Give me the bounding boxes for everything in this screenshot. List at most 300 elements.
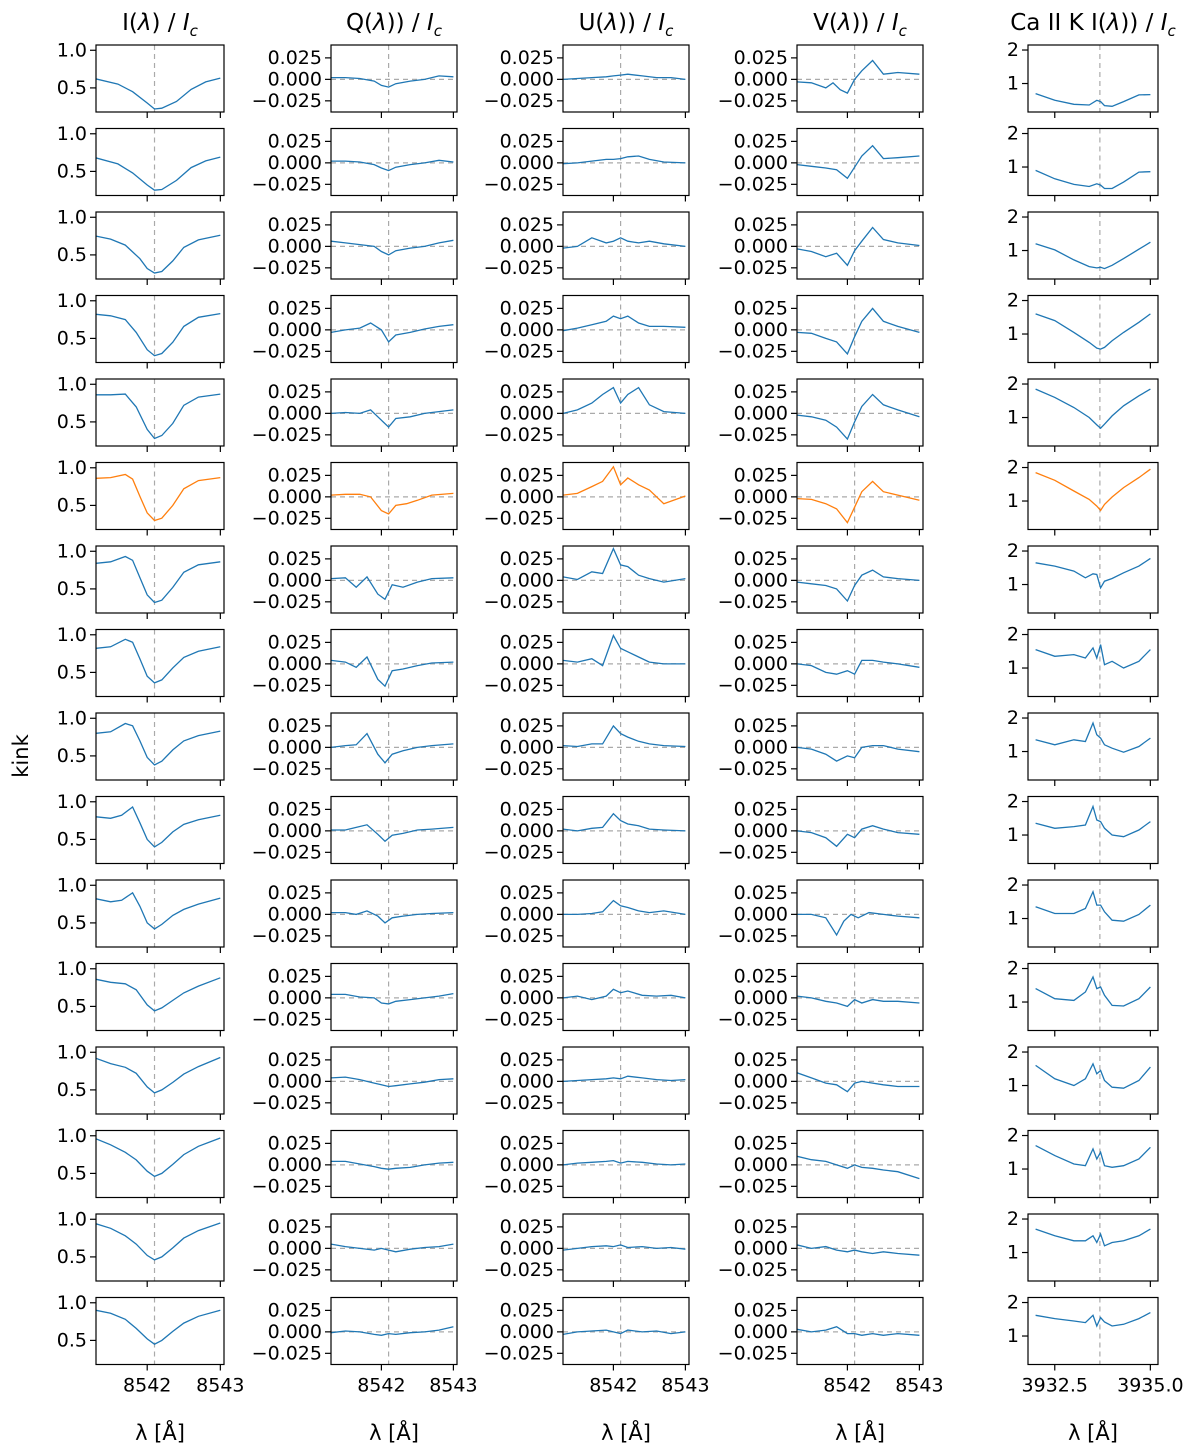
panel-frame <box>797 964 923 1031</box>
y-tick-label: 0.000 <box>733 1320 788 1343</box>
panel-frame <box>96 964 224 1031</box>
y-tick-label: −0.025 <box>483 924 554 947</box>
panel-2-9 <box>484 797 689 870</box>
y-tick-label: 0.025 <box>733 547 788 570</box>
panel-4-8 <box>1007 707 1158 786</box>
panel-4-0 <box>1007 39 1158 118</box>
y-tick-label: 0.025 <box>267 714 322 737</box>
y-tick-label: 0.000 <box>499 652 554 675</box>
y-tick-label: 0.5 <box>56 1162 87 1185</box>
y-tick-label: 2 <box>1006 373 1019 396</box>
y-tick-label: 0.000 <box>267 235 322 258</box>
y-tick-label: 2 <box>1006 39 1019 62</box>
y-tick-label: −0.025 <box>483 256 554 279</box>
series-line <box>96 557 220 603</box>
panel-3-2 <box>718 212 923 285</box>
panel-3-5 <box>718 463 923 536</box>
panel-0-14 <box>57 1208 224 1287</box>
y-tick-label: −0.025 <box>717 173 788 196</box>
panel-frame <box>331 1047 457 1114</box>
panel-4-7 <box>1007 624 1158 703</box>
panel-1-8 <box>252 713 457 786</box>
series-line <box>563 901 685 915</box>
panel-4-1 <box>1007 123 1158 202</box>
y-tick-label: 1.0 <box>56 874 87 897</box>
y-tick-label: −0.025 <box>717 841 788 864</box>
y-tick-label: 0.000 <box>499 569 554 592</box>
y-tick-label: 2 <box>1006 623 1019 646</box>
y-tick-label: 0.000 <box>499 235 554 258</box>
y-tick-label: −0.025 <box>251 1258 322 1281</box>
y-tick-label: 0.000 <box>733 318 788 341</box>
panel-frame <box>797 45 923 112</box>
panel-3-13 <box>718 1131 923 1204</box>
panel-2-7 <box>484 630 689 703</box>
panel-frame <box>797 296 923 363</box>
y-tick-label: −0.025 <box>717 1342 788 1365</box>
y-tick-label: 0.5 <box>56 327 87 350</box>
panel-0-8 <box>57 707 224 786</box>
series-line <box>331 825 453 841</box>
y-tick-label: 0.000 <box>733 652 788 675</box>
panel-frame <box>797 129 923 196</box>
panel-4-9 <box>1007 791 1158 870</box>
y-tick-label: 0.000 <box>267 1320 322 1343</box>
panel-1-3 <box>252 296 457 369</box>
series-line <box>96 639 220 683</box>
y-tick-label: 0.025 <box>267 547 322 570</box>
panel-1-2 <box>252 212 457 285</box>
y-tick-label: −0.025 <box>717 1091 788 1114</box>
panel-frame <box>563 296 689 363</box>
y-tick-label: 0.000 <box>499 1070 554 1093</box>
panel-frame <box>1028 1298 1158 1365</box>
panel-2-11 <box>484 964 689 1037</box>
series-line <box>797 1327 919 1336</box>
panel-frame <box>96 296 224 363</box>
y-tick-label: 0.000 <box>733 736 788 759</box>
y-tick-label: 2 <box>1006 540 1019 563</box>
series-line <box>797 570 919 601</box>
panel-1-1 <box>252 129 457 202</box>
y-tick-label: 1.0 <box>56 1291 87 1314</box>
y-tick-label: 0.000 <box>733 151 788 174</box>
y-tick-label: −0.025 <box>717 89 788 112</box>
panel-frame <box>797 212 923 279</box>
series-line <box>563 726 685 747</box>
panel-2-1 <box>484 129 689 202</box>
panel-frame <box>797 880 923 947</box>
panel-3-4 <box>718 379 923 452</box>
panel-frame <box>563 546 689 613</box>
y-tick-label: 0.000 <box>733 485 788 508</box>
panel-frame <box>1028 964 1158 1031</box>
series-line <box>96 1058 220 1093</box>
x-tick-label: 8542 <box>823 1374 872 1397</box>
y-tick-label: 2 <box>1006 206 1019 229</box>
panel-3-15 <box>718 1298 944 1397</box>
series-line <box>563 388 685 414</box>
x-tick-label: 3932.5 <box>1021 1374 1089 1397</box>
panel-grid <box>57 39 1184 1396</box>
y-tick-label: 0.025 <box>267 46 322 69</box>
x-tick-label: 3935.0 <box>1117 1374 1184 1397</box>
y-tick-label: 0.000 <box>499 1237 554 1260</box>
panel-frame <box>96 1298 224 1365</box>
panel-frame <box>331 713 457 780</box>
y-tick-label: −0.025 <box>717 1258 788 1281</box>
y-tick-label: 2 <box>1006 707 1019 730</box>
y-tick-label: 0.000 <box>499 819 554 842</box>
y-tick-label: 0.000 <box>733 235 788 258</box>
y-tick-label: −0.025 <box>483 89 554 112</box>
y-tick-label: 0.5 <box>56 661 87 684</box>
panel-frame <box>96 463 224 530</box>
y-tick-label: 2 <box>1006 1041 1019 1064</box>
series-line <box>96 314 220 356</box>
panel-2-2 <box>484 212 689 285</box>
y-tick-label: 0.025 <box>267 380 322 403</box>
y-tick-label: −0.025 <box>483 340 554 363</box>
y-tick-label: 1 <box>1006 490 1019 513</box>
series-line <box>1036 1229 1151 1246</box>
y-tick-label: 0.000 <box>499 485 554 508</box>
y-tick-label: 1 <box>1006 573 1019 596</box>
y-tick-label: −0.025 <box>251 340 322 363</box>
series-line <box>331 410 453 427</box>
panel-frame <box>331 463 457 530</box>
x-tick-label: 8543 <box>196 1374 245 1397</box>
y-tick-label: 0.000 <box>499 1153 554 1176</box>
y-tick-label: 0.025 <box>499 547 554 570</box>
y-tick-label: 0.025 <box>499 297 554 320</box>
panel-frame <box>96 630 224 697</box>
y-tick-label: 0.000 <box>267 819 322 842</box>
series-line <box>797 1073 919 1092</box>
panel-4-5 <box>1007 457 1158 536</box>
y-tick-label: −0.025 <box>483 757 554 780</box>
x-axis-label: λ [Å] <box>135 1421 185 1445</box>
y-tick-label: 0.000 <box>499 986 554 1009</box>
y-tick-label: −0.025 <box>717 340 788 363</box>
series-line <box>563 467 685 504</box>
y-tick-label: 0.000 <box>499 318 554 341</box>
panel-0-5 <box>57 457 224 536</box>
y-tick-label: 2 <box>1006 874 1019 897</box>
series-line <box>1036 892 1151 922</box>
column-title: $Q(\lambda)) / I_c$ <box>345 10 443 40</box>
series-line <box>797 61 919 94</box>
y-tick-label: 0.025 <box>499 380 554 403</box>
panel-frame <box>563 463 689 530</box>
y-tick-label: 0.5 <box>56 995 87 1018</box>
series-line <box>563 549 685 583</box>
series-line <box>96 893 220 929</box>
x-axis-label: λ [Å] <box>1068 1421 1118 1445</box>
y-tick-label: 1 <box>1006 740 1019 763</box>
y-tick-label: −0.025 <box>251 1175 322 1198</box>
y-tick-label: 0.025 <box>267 631 322 654</box>
panel-1-6 <box>252 546 457 619</box>
panel-4-12 <box>1007 1041 1158 1120</box>
y-tick-label: 0.5 <box>56 577 87 600</box>
column-title: $U(\lambda)) / I_c$ <box>578 10 674 40</box>
series-line <box>563 74 685 79</box>
series-line <box>331 994 453 1004</box>
panel-frame <box>563 630 689 697</box>
y-tick-label: 0.025 <box>733 714 788 737</box>
x-tick-label: 8543 <box>895 1374 944 1397</box>
panel-0-1 <box>57 123 224 202</box>
y-tick-label: −0.025 <box>717 757 788 780</box>
y-tick-label: 2 <box>1006 1291 1019 1314</box>
panel-4-4 <box>1007 373 1158 452</box>
y-tick-label: −0.025 <box>717 674 788 697</box>
y-tick-label: 0.025 <box>733 130 788 153</box>
panel-0-15 <box>57 1292 245 1397</box>
series-line <box>563 316 685 331</box>
y-tick-label: −0.025 <box>717 924 788 947</box>
y-tick-label: 2 <box>1006 790 1019 813</box>
y-tick-label: −0.025 <box>251 173 322 196</box>
panel-frame <box>1028 1131 1158 1198</box>
panel-4-13 <box>1007 1125 1158 1204</box>
y-tick-label: 1.0 <box>56 1208 87 1231</box>
y-tick-label: 1 <box>1006 657 1019 680</box>
y-tick-label: 0.025 <box>267 464 322 487</box>
panel-frame <box>96 880 224 947</box>
y-tick-label: 0.000 <box>267 318 322 341</box>
y-tick-label: 0.000 <box>267 68 322 91</box>
y-tick-label: −0.025 <box>717 1175 788 1198</box>
series-line <box>1036 314 1151 349</box>
y-tick-label: 0.5 <box>56 744 87 767</box>
y-tick-label: −0.025 <box>483 423 554 446</box>
y-tick-label: 0.000 <box>267 1237 322 1260</box>
series-line <box>1036 1146 1151 1168</box>
y-tick-label: 1.0 <box>56 39 87 62</box>
y-tick-label: −0.025 <box>251 757 322 780</box>
y-tick-label: 2 <box>1006 289 1019 312</box>
y-tick-label: −0.025 <box>251 423 322 446</box>
panel-3-11 <box>718 964 923 1037</box>
series-line <box>563 1076 685 1081</box>
panel-frame <box>563 1131 689 1198</box>
y-tick-label: 0.000 <box>267 1070 322 1093</box>
y-tick-label: −0.025 <box>251 1091 322 1114</box>
series-line <box>797 481 919 522</box>
panel-0-0 <box>57 39 224 118</box>
y-tick-label: 1.0 <box>56 623 87 646</box>
y-tick-label: 0.025 <box>733 1048 788 1071</box>
series-line <box>96 724 220 765</box>
series-line <box>96 1223 220 1260</box>
y-tick-label: 0.000 <box>267 402 322 425</box>
column-title: $I(\lambda) / I_c$ <box>122 10 198 40</box>
panel-4-15 <box>1007 1292 1184 1397</box>
panel-frame <box>797 1047 923 1114</box>
panel-frame <box>96 212 224 279</box>
panel-2-3 <box>484 296 689 369</box>
y-tick-label: 0.5 <box>56 911 87 934</box>
column-title: $V(\lambda)) / I_c$ <box>813 10 907 40</box>
y-tick-label: 0.000 <box>499 402 554 425</box>
series-line <box>1036 977 1151 1006</box>
panel-1-10 <box>252 880 457 953</box>
y-tick-label: 0.025 <box>733 965 788 988</box>
y-tick-label: 0.000 <box>733 986 788 1009</box>
y-tick-label: −0.025 <box>483 507 554 530</box>
y-tick-label: 1 <box>1006 239 1019 262</box>
panel-frame <box>563 212 689 279</box>
panel-frame <box>1028 379 1158 446</box>
panel-frame <box>331 964 457 1031</box>
series-line <box>1036 723 1151 752</box>
y-tick-label: 1 <box>1006 72 1019 95</box>
y-tick-label: −0.025 <box>483 841 554 864</box>
y-tick-label: 0.000 <box>499 68 554 91</box>
y-tick-label: 1.0 <box>56 707 87 730</box>
panel-3-9 <box>718 797 923 870</box>
y-tick-label: −0.025 <box>717 256 788 279</box>
panel-frame <box>797 797 923 864</box>
x-axis-label: λ [Å] <box>369 1421 419 1445</box>
series-line <box>797 146 919 179</box>
y-tick-label: 1 <box>1006 907 1019 930</box>
panel-3-1 <box>718 129 923 202</box>
y-tick-label: 2 <box>1006 957 1019 980</box>
series-line <box>331 734 453 763</box>
y-tick-label: 0.000 <box>733 1153 788 1176</box>
y-tick-label: 2 <box>1006 1124 1019 1147</box>
panel-4-6 <box>1007 540 1158 619</box>
panel-2-12 <box>484 1047 689 1120</box>
series-line <box>797 395 919 440</box>
panel-frame <box>1028 546 1158 613</box>
y-tick-label: 0.000 <box>267 485 322 508</box>
panel-3-10 <box>718 880 923 953</box>
panel-3-6 <box>718 546 923 619</box>
series-line <box>331 657 453 686</box>
y-tick-label: 0.000 <box>499 1320 554 1343</box>
y-tick-label: 1.0 <box>56 1124 87 1147</box>
series-line <box>96 1138 220 1176</box>
panel-2-14 <box>484 1214 689 1287</box>
y-tick-label: −0.025 <box>251 1008 322 1031</box>
x-axis-labels <box>135 1419 1118 1445</box>
series-line <box>96 157 220 190</box>
y-tick-label: 0.025 <box>267 130 322 153</box>
y-tick-label: 0.025 <box>499 965 554 988</box>
panel-frame <box>96 1214 224 1281</box>
panel-frame <box>331 797 457 864</box>
panel-3-7 <box>718 630 923 703</box>
panel-0-13 <box>57 1125 224 1204</box>
panel-1-11 <box>252 964 457 1037</box>
y-tick-label: 1.0 <box>56 540 87 563</box>
y-tick-label: 0.000 <box>733 903 788 926</box>
x-axis-label: λ [Å] <box>601 1421 651 1445</box>
x-tick-label: 8543 <box>429 1374 478 1397</box>
y-tick-label: 1.0 <box>56 206 87 229</box>
y-tick-label: 0.5 <box>56 494 87 517</box>
panel-frame <box>96 713 224 780</box>
column-title: Ca II K $I(\lambda)) / I_c$ <box>1010 10 1176 40</box>
panel-0-11 <box>57 958 224 1037</box>
y-tick-label: 0.5 <box>56 1329 87 1352</box>
y-tick-label: 0.025 <box>499 1299 554 1322</box>
y-tick-label: 0.025 <box>499 46 554 69</box>
y-tick-label: 0.000 <box>733 68 788 91</box>
panel-1-9 <box>252 797 457 870</box>
y-tick-label: −0.025 <box>483 1342 554 1365</box>
panel-2-5 <box>484 463 689 536</box>
y-tick-label: 1 <box>1006 156 1019 179</box>
y-tick-label: 0.025 <box>267 1299 322 1322</box>
y-tick-label: 2 <box>1006 456 1019 479</box>
panel-0-3 <box>57 290 224 369</box>
series-line <box>331 1327 453 1336</box>
y-tick-label: 1.0 <box>56 957 87 980</box>
y-tick-label: 1 <box>1006 1241 1019 1264</box>
panel-3-8 <box>718 713 923 786</box>
panel-2-15 <box>484 1298 710 1397</box>
panel-3-3 <box>718 296 923 369</box>
y-tick-label: 0.5 <box>56 828 87 851</box>
series-line <box>96 807 220 847</box>
y-tick-label: 0.025 <box>499 213 554 236</box>
panel-0-10 <box>57 874 224 953</box>
panel-frame <box>1028 880 1158 947</box>
y-tick-label: 0.025 <box>733 1215 788 1238</box>
panel-2-6 <box>484 546 689 619</box>
series-line <box>96 394 220 438</box>
y-tick-label: 2 <box>1006 1208 1019 1231</box>
y-tick-label: −0.025 <box>717 1008 788 1031</box>
panel-3-12 <box>718 1047 923 1120</box>
y-tick-label: 0.025 <box>733 798 788 821</box>
y-tick-label: 0.025 <box>267 1048 322 1071</box>
y-tick-label: 1 <box>1006 991 1019 1014</box>
y-tick-label: 0.000 <box>267 986 322 1009</box>
series-line <box>331 240 453 255</box>
y-tick-label: 0.025 <box>733 631 788 654</box>
y-tick-label: 0.5 <box>56 410 87 433</box>
y-tick-label: 0.025 <box>499 464 554 487</box>
panel-frame <box>331 1131 457 1198</box>
panel-0-6 <box>57 540 224 619</box>
y-tick-label: 0.5 <box>56 76 87 99</box>
series-line <box>563 814 685 831</box>
panel-0-2 <box>57 206 224 285</box>
series-line <box>1036 170 1151 188</box>
series-line <box>331 76 453 87</box>
y-tick-label: 1 <box>1006 323 1019 346</box>
column-titles <box>122 10 1176 40</box>
y-tick-label: −0.025 <box>251 590 322 613</box>
y-tick-label: 0.025 <box>733 297 788 320</box>
series-line <box>797 1156 919 1178</box>
panel-frame <box>331 212 457 279</box>
y-tick-label: 0.000 <box>733 569 788 592</box>
panel-4-11 <box>1007 958 1158 1037</box>
series-line <box>331 911 453 923</box>
y-tick-label: 1 <box>1006 406 1019 429</box>
panel-frame <box>96 546 224 613</box>
panel-0-4 <box>57 373 224 452</box>
series-line <box>331 323 453 342</box>
panel-4-10 <box>1007 874 1158 953</box>
